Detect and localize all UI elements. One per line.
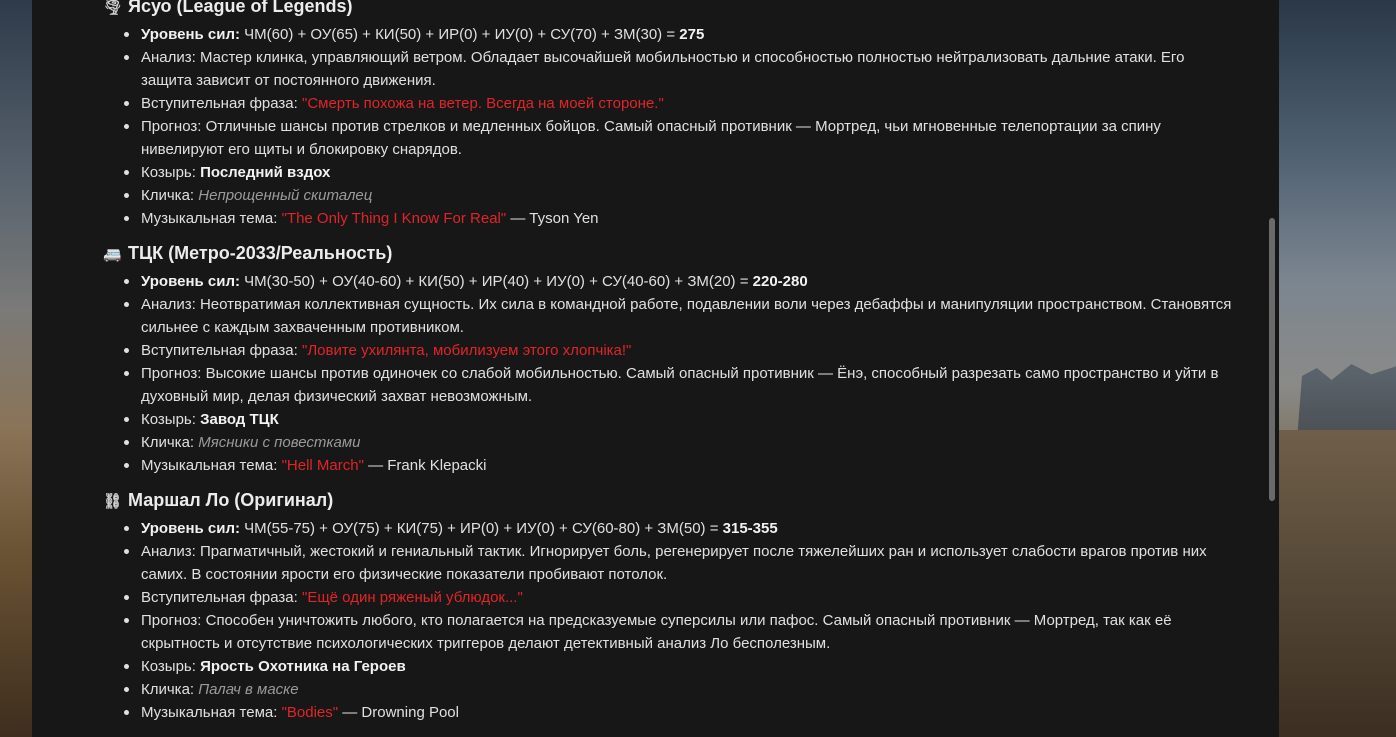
background-ridge [1297,360,1396,440]
section-heading [32,483,1232,517]
trump-item: Козырь: Завод ТЦК [141,408,1232,431]
nickname-item: Кличка: Мясники с повестками [141,431,1232,454]
section-list [32,270,1232,477]
scrollbar-thumb[interactable] [1269,218,1275,501]
trump-item: Козырь: Ярость Охотника на Героев [141,655,1232,678]
message-content [32,0,1232,724]
section-list [32,23,1232,230]
phrase-item: Вступительная фраза: "Ловите ухилянта, мобилизуем этого хлопчіка!" [141,339,1232,362]
section-heading [32,0,1232,23]
section-title: Ясуо (League of Legends) [128,0,353,16]
nickname-item: Кличка: Непрощенный скиталец [141,184,1232,207]
van-icon: 🚐 [103,246,122,263]
power-level-item: Уровень сил: ЧМ(55-75) + ОУ(75) + КИ(75) + ИР(0) + ИУ(0) + СУ(60-80) + ЗМ(50) = 315-355 [141,517,1232,540]
section-title: ТЦК (Метро-2033/Реальность) [128,243,393,263]
music-item: Музыкальная тема: "Hell March" — Frank Klepacki [141,454,1232,477]
nickname-item: Кличка: Палач в маске [141,678,1232,701]
power-level-item: Уровень сил: ЧМ(60) + ОУ(65) + КИ(50) + ИР(0) + ИУ(0) + СУ(70) + ЗМ(30) = 275 [141,23,1232,46]
forecast-item: Прогноз: Высокие шансы против одиночек со слабой мобильностью. Самый опасный противник — Ёнэ, способный разрезать само пространство и уйти в духовный мир, делая физический захват невозможным. [141,362,1232,408]
analysis-item: Анализ: Прагматичный, жестокий и гениальный тактик. Игнорирует боль, регенерирует после тяжелейших ран и использует слабости врагов против них самих. В состоянии ярости его физические показатели пробивают потолок. [141,540,1232,586]
background-right [1279,0,1396,737]
analysis-item: Анализ: Мастер клинка, управляющий ветром. Обладает высочайшей мобильностью и способностью полностью нейтрализовать дальние атаки. Его защита зависит от постоянного движения. [141,46,1232,92]
phrase-item: Вступительная фраза: "Смерть похожа на ветер. Всегда на моей стороне." [141,92,1232,115]
chains-icon: ⛓ [103,493,123,510]
background-left [0,0,32,737]
power-level-item: Уровень сил: ЧМ(30-50) + ОУ(40-60) + КИ(50) + ИР(40) + ИУ(0) + СУ(40-60) + ЗМ(20) = 220-280 [141,270,1232,293]
section-list [32,517,1232,724]
forecast-item: Прогноз: Способен уничтожить любого, кто полагается на предсказуемые суперсилы или пафос. Самый опасный противник — Мортред, так как её скрытность и отсутствие психологических триггеров делают детективный анализ Ло бесполезным. [141,609,1232,655]
trump-item: Козырь: Последний вздох [141,161,1232,184]
forecast-item: Прогноз: Отличные шансы против стрелков и медленных бойцов. Самый опасный противник — Мортред, чьи мгновенные телепортации за спину нивелируют его щиты и блокировку снарядов. [141,115,1232,161]
analysis-item: Анализ: Неотвратимая коллективная сущность. Их сила в командной работе, подавлении воли через дебаффы и манипуляции пространством. Становятся сильнее с каждым захваченным противником. [141,293,1232,339]
tornado-icon: 🌪 [103,0,123,16]
section-title: Маршал Ло (Оригинал) [128,490,334,510]
music-item: Музыкальная тема: "Bodies" — Drowning Pool [141,701,1232,724]
music-item: Музыкальная тема: "The Only Thing I Know For Real" — Tyson Yen [141,207,1232,230]
chat-message-panel [32,0,1279,737]
background-ground [1279,430,1396,737]
section-heading [32,236,1232,270]
phrase-item: Вступительная фраза: "Ещё один ряженый ублюдок..." [141,586,1232,609]
